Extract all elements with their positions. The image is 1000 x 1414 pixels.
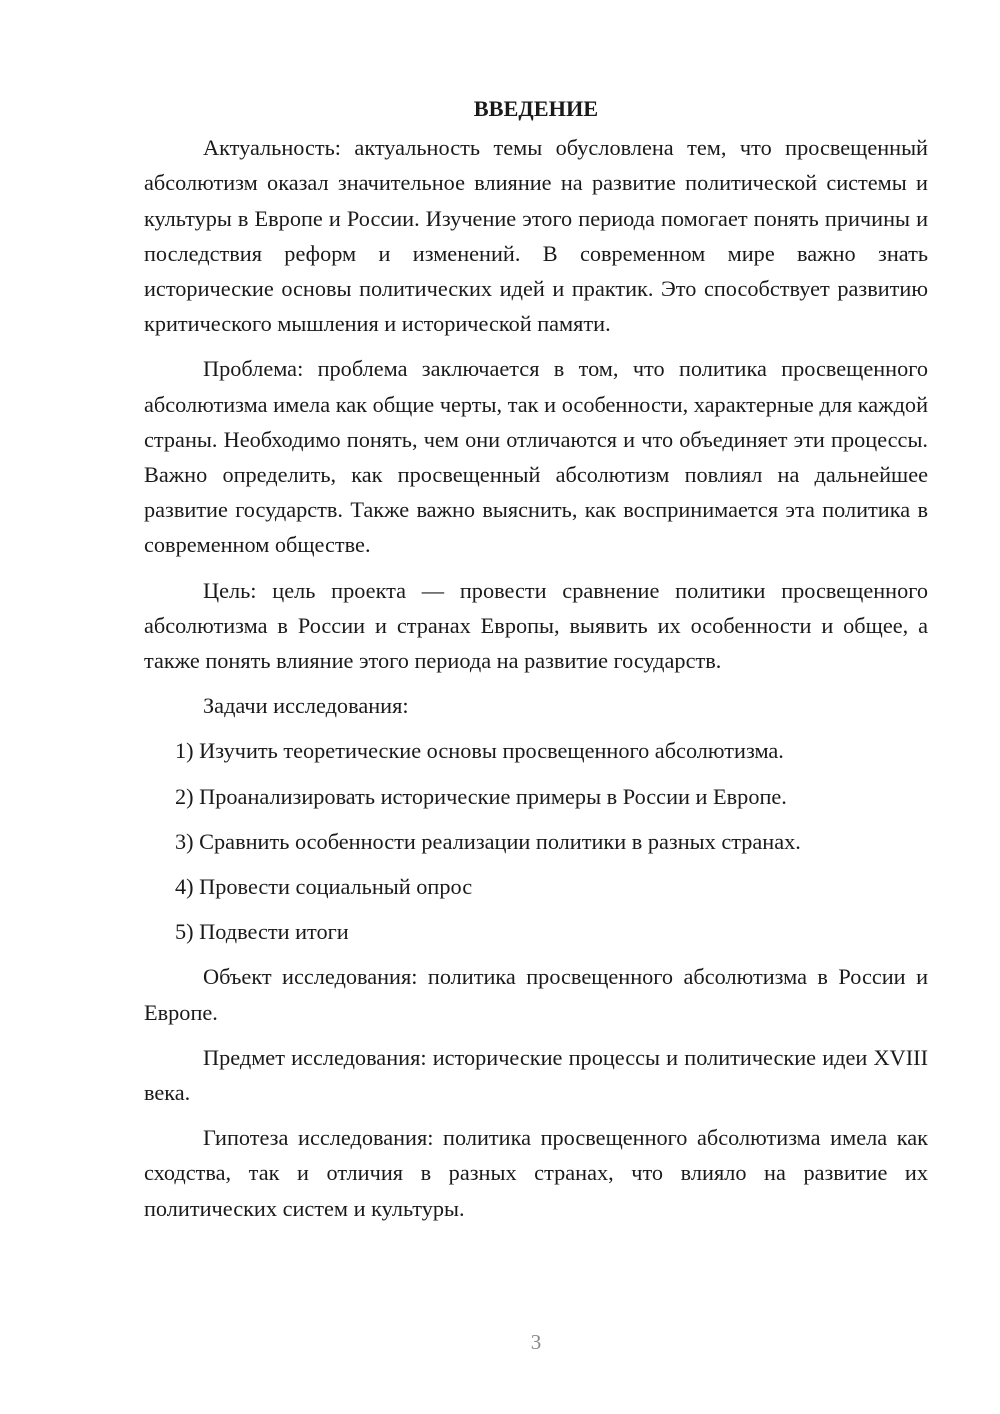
list-item: 1) Изучить теоретические основы просвещенного абсолютизма.: [175, 738, 784, 764]
paragraph-relevance: Актуальность: актуальность темы обусловлена тем, что просвещенный абсолютизм оказал значительное влияние на развитие политической системы и культуры в Европе и России. Изучение этого периода помогает понять причины и последствия реформ и изменений. В современном мире важно знать исторические основы политических идей и практик. Это способствует развитию критического мышления и исторической памяти.: [144, 135, 928, 337]
paragraph-object: Объект исследования: политика просвещенного абсолютизма в России и Европе.: [144, 964, 928, 1025]
tasks-list: [144, 733, 928, 949]
page-title: ВВЕДЕНИЕ: [473, 96, 599, 121]
list-item: 5) Подвести итоги: [175, 919, 349, 945]
list-item: 2) Проанализировать исторические примеры в России и Европе.: [175, 783, 787, 809]
paragraph-hypothesis: Гипотеза исследования: политика просвещенного абсолютизма имела как сходства, так и отличия в разных странах, что влияло на развитие их политических систем и культуры.: [144, 1125, 928, 1221]
tasks-heading: Задачи исследования:: [203, 693, 409, 719]
list-item: 3) Сравнить особенности реализации политики в разных странах.: [175, 828, 801, 854]
paragraph-problem: Проблема: проблема заключается в том, что политика просвещенного абсолютизма имела как общие черты, так и особенности, характерные для каждой страны. Необходимо понять, чем они отличаются и что объединяет эти процессы. Важно определить, как просвещенный абсолютизм повлиял на дальнейшее развитие государств. Также важно выяснить, как воспринимается эта политика в современном обществе.: [144, 356, 928, 558]
list-item: 4) Провести социальный опрос: [175, 874, 473, 900]
page-content: [144, 91, 928, 1236]
page-number: 3: [530, 1330, 542, 1354]
paragraph-goal: Цель: цель проекта — провести сравнение политики просвещенного абсолютизма в России и странах Европы, выявить их особенности и общее, а также понять влияние этого периода на развитие государств.: [144, 577, 928, 674]
paragraph-subject: Предмет исследования: исторические процессы и политические идеи XVIII века.: [144, 1044, 928, 1106]
